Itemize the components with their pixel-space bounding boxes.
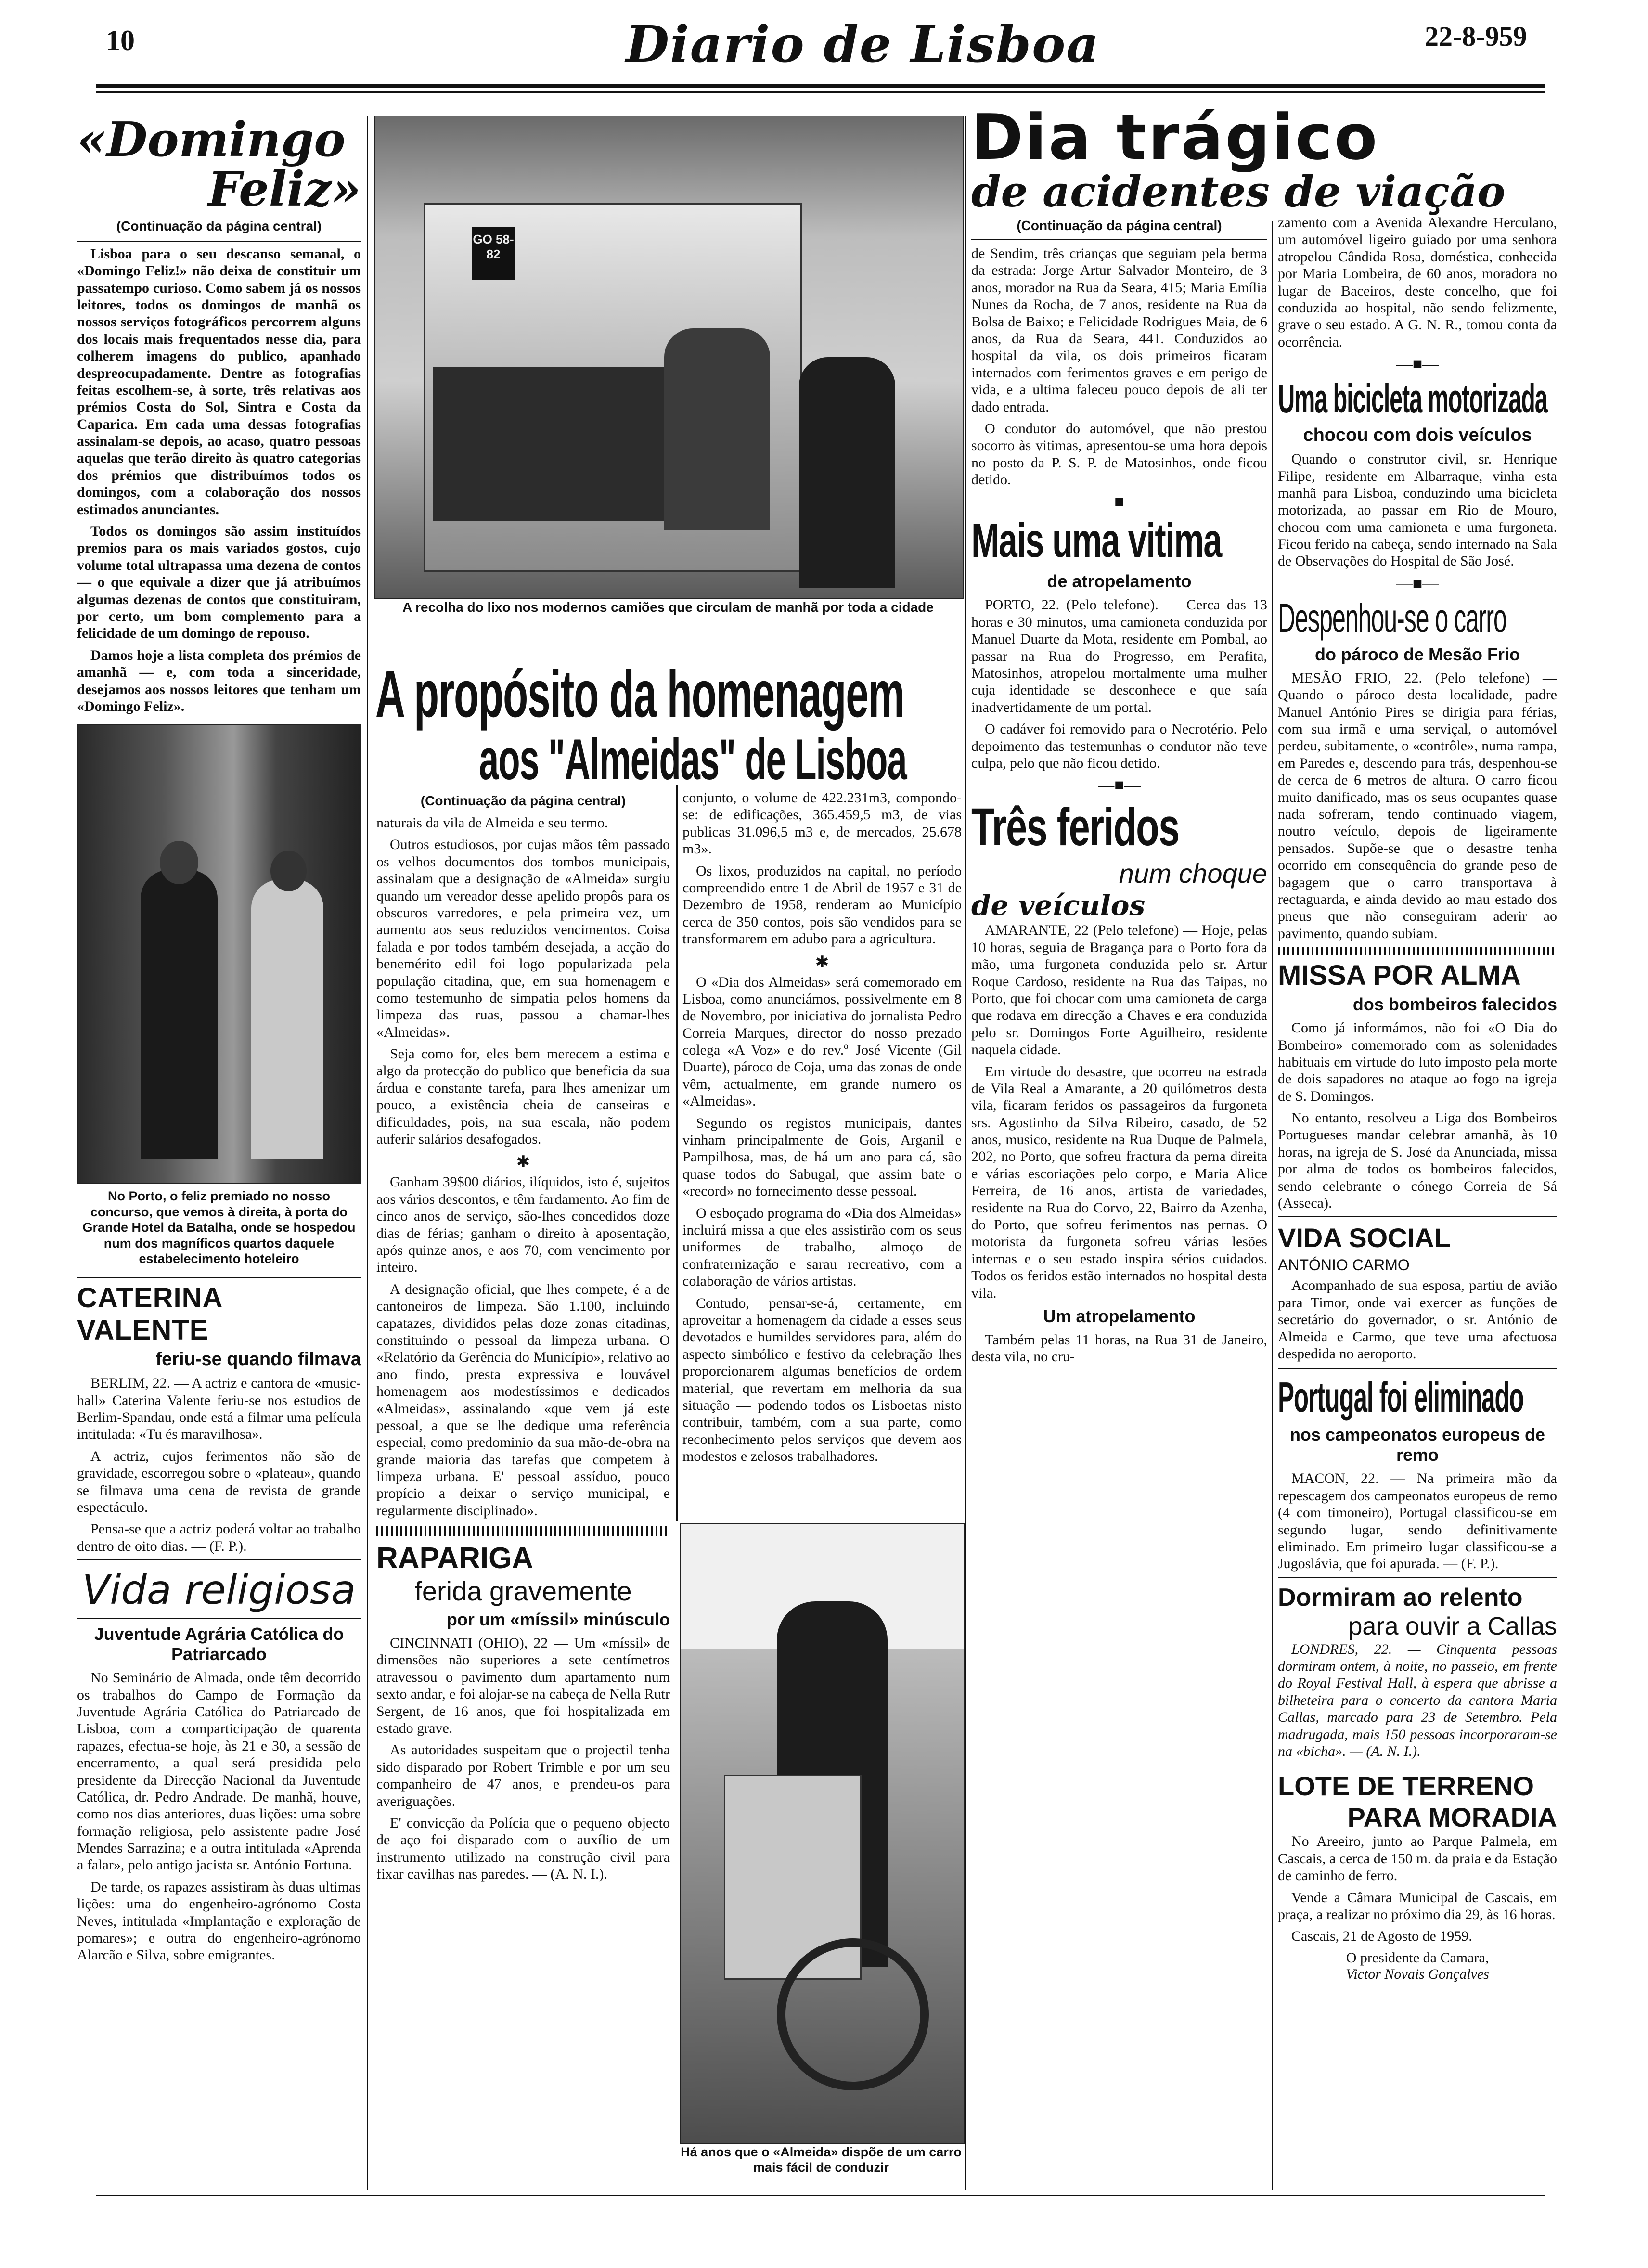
almeidas-text-7: conjunto, o volume de 422.231m3, compondo-se: de edificações, 365.459,5 m3, de vias publicas 31.096,5 m3 e, de mercados, 25.678 m3». [682, 790, 962, 857]
almeidas-text-4: Ganham 39$00 diários, ilíquidos, isto é, sujeitos aos vários descontos, e têm fardamento. Ao fim de cinco anos de serviço, são-lhes concedidos doze dias de férias; ganham o direito à aposentação, após quinze anos, e aos 70, com vencimento por inteiro. [376, 1174, 670, 1276]
terreno-title-line2: PARA MORADIA [1347, 1802, 1557, 1833]
vida-religiosa-text-2: De tarde, os rapazes assistiram às duas ultimas lições: uma do engenheiro-agrónomo Costa Neves, intitulada «Implantação e exploração de pomares»; e outra do engenheiro-agrónomo Alarcão e Silva, sobre emigrantes. [77, 1879, 361, 1963]
dia-tragico-right-text: zamento com a Avenida Alexandre Herculano, um automóvel ligeiro guiado por uma senhora atropelou Cândida Rosa, doméstica, conhecida por Maria Lombeira, de 60 anos, moradora no lugar de Baceiros, deste concelho, que foi conduzida ao hospital, não sendo felizmente, grave o seu estado. A G. N. R., tomou conta da ocorrência. [1278, 215, 1557, 350]
terreno-title-line1: LOTE DE TERRENO [1278, 1771, 1534, 1802]
almeidas-headline [375, 659, 963, 790]
atropelamento-subtitle: Um atropelamento [1043, 1306, 1196, 1326]
cart-wheel [777, 1938, 929, 2090]
tres-feridos-subtitle-1: num choque [1119, 858, 1267, 889]
portugal-subtitle: nos campeonatos europeus de remo [1289, 1425, 1545, 1465]
masthead-rule [96, 84, 1545, 88]
bullet-separator: —■— [1396, 574, 1439, 593]
almeidas-text-3: Seja como for, eles bem merecem a estima e algo da protecção do publico que beneficia da sua árdua e constante tarefa, para lhes amenizar um pouco, a existência cheia de canseiras e dificuldades, pois, na sua escala, não podem auferir salários desafogados. [376, 1046, 670, 1147]
almeidas-title-line1: A propósito da homenagem [375, 657, 904, 731]
almeidas-text-9: O «Dia dos Almeidas» será comemorado em Lisboa, como anunciámos, possivelmente em 8 de Novembro, por iniciativa do jornalista Pedro Correia Marques, director do nosso prezado colega «A Voz» e do rev.º José Vicente (Gil Duarte), pároco de Coja, uma das zonas de onde vêm, actualmente, em grande numero os «Almeidas». [682, 974, 962, 1109]
almeida-cart-caption: Há anos que o «Almeida» dispõe de um carro mais fácil de conduzir [681, 2145, 962, 2175]
divider [1278, 1577, 1557, 1579]
portugal-title: Portugal foi eliminado [1278, 1373, 1524, 1421]
truck-opening [433, 367, 703, 521]
license-plate: GO 58-82 [472, 227, 515, 280]
column-4 [1278, 214, 1557, 2188]
portugal-text: MACON, 22. — Na primeira mão da repescagem dos campeonatos europeus de remo (4 com timoneiro), Portugal classificou-se em segundo lugar, sendo definitivamente eliminado. Em primeiro lugar classificou-se a Jugoslávia, que foi apurada. — (F. P.). [1278, 1470, 1557, 1572]
rapariga-subtitle-1: ferida gravemente [414, 1576, 632, 1606]
dia-tragico-text: de Sendim, três crianças que seguiam pela berma da estrada: Jorge Artur Salvador Monteiro, de 3 anos, morador na Rua da Seara, 415; Maria Emília Nunes da Rocha, de 7 anos, residente na Rua da Bolsa de Baixo; e Felicidade Rodrigues Maia, de 6 anos, da Rua da Seara, 441. Conduzidos ao hospital da vila, os dois primeiros ficaram internados com ferimentos graves e em perigo de vida, e a ultima faleceu pouco depois de ali ter dado entrada. [971, 245, 1267, 415]
column-rule [367, 116, 368, 2190]
caterina-text: BERLIM, 22. — A actriz e cantora de «music-hall» Caterina Valente feriu-se nos estudios de Berlim-Spandau, onde está a filmar uma película intitulada: «Tu és maravilhosa». [77, 1375, 361, 1443]
decorative-rule [376, 1526, 670, 1536]
dia-tragico-title-line2: de acidentes de viação [971, 167, 1506, 217]
domingo-text: Lisboa para o seu descanso semanal, o «Domingo Feliz!» não deixa de constituir um passatempo curioso. Como sabem já os nossos leitores, todos os domingos de manhã os nossos serviços fotográficos percorrem alguns dos locais mais frequentados nesse dia, para colherem imagens do publico, apanhado despreocupadamente. Dentre as fotografias feitas escolhem-se, à sorte, três relativas aos prémios Costa do Sol, Sintra e Costa da Caparica. Em cada uma dessas fotografias assinalam-se depois, ao acaso, quatro pessoas aquelas que terão direito às quatro categorias dos prémios que distribuímos todos os domingos, com a colaboração dos nossos estimados anunciantes. [77, 245, 361, 517]
column-rule [676, 785, 678, 1521]
almeidas-text-5: A designação oficial, que lhes compete, é a de cantoneiros de limpeza. São 1.100, incluindo capatazes, divididos pelas doze zonas citadinas, constituindo o pessoal da limpeza urbana. O «Relatório da Gerência do Município», relativo ao ano findo, presta expressiva e louvável homenagem aos modestíssimos e dedicados «Almeidas», assinalando «que vem já este pessoal, a que se lhe dedique uma referência especial, como predominio da sua mão-de-obra na grande maioria das tarefas que competem à limpeza urbana. E' pessoal assíduo, pouco propício a deixar o serviço municipal, e regularmente disciplinado». [376, 1281, 670, 1519]
issue-date: 22-8-959 [1425, 21, 1527, 52]
worker-figure [664, 328, 770, 530]
page-number: 10 [106, 25, 135, 56]
caterina-title: CATERINA VALENTE [77, 1282, 222, 1346]
mais-vitima-title: Mais uma vitima [971, 514, 1222, 568]
despenhou-title: Despenhou-se o carro [1278, 595, 1506, 641]
missa-subtitle: dos bombeiros falecidos [1352, 994, 1557, 1015]
asterisk-separator: ✱ [516, 1153, 530, 1172]
tres-feridos-subtitle-2: de veículos [971, 889, 1146, 922]
divider [1278, 1765, 1557, 1766]
column-rule [965, 116, 966, 2190]
rapariga-text-3: E' convicção da Polícia que o pequeno objecto de aço foi disparado com o auxílio de um instrumento utilizado na construção civil para fixar cavilhas nas paredes. — (A. N. I.). [376, 1815, 670, 1882]
left-column [77, 116, 361, 2195]
terreno-text-3: Cascais, 21 de Agosto de 1959. [1291, 1928, 1472, 1945]
tres-feridos-text-2: Em virtude do desastre, que ocorreu na estrada de Vila Real a Amarante, a 20 quilómetros desta vila, ficaram feridos os passageiros da furgoneta srs. Agostinho da Silva Ribeiro, casado, de 52 anos, musico, residente na Rua Duque de Palmela, 202, no Porto, que sofreu fractura da perna direita e várias escoriações pelo corpo, e Maria Alice Ferreira, de 16 anos, artista de variedades, residente na Rua do Corvo, 22, Bairro da Azenha, do Porto, que sofreu ferimentos nas pernas. O motorista da furgoneta sofreu várias lesões internas e o seu estado inspira sérios cuidados. Todos os feridos estão internados no hospital desta vila. [971, 1063, 1267, 1301]
man-head [160, 841, 198, 884]
rapariga-text: CINCINNATI (OHIO), 22 — Um «míssil» de dimensões não superiores a sete centímetros atravessou o pavimento dum apartamento num sexto andar, e foi alojar-se na cabeça de Nella Rutr Sergent, de 16 anos, que foi hospitalizada em estado grave. [376, 1635, 670, 1736]
man-figure [141, 870, 218, 1159]
divider [971, 239, 1267, 241]
almeidas-text-10: Segundo os registos municipais, dantes vinham principalmente de Gois, Arganil e Pampilhosa, mas, de há um ano para cá, são quase todos do Sabugal, que assim bate o «record» no fornecimento desse pessoal. [682, 1115, 962, 1199]
porto-photo-caption: No Porto, o feliz premiado no nosso concurso, que vemos à direita, à porta do Grande Hotel da Batalha, onde se hospedou num dos magníficos quartos daquele estabelecimento hoteleiro [82, 1189, 356, 1266]
domingo-text-3: Damos hoje a lista completa dos prémios de amanhã — e, com toda a sinceridade, desejamos aos nossos leitores que tenham um «Domingo Feliz». [77, 647, 361, 714]
tres-feridos-text: AMARANTE, 22 (Pelo telefone) — Hoje, pelas 10 horas, seguia de Bragança para o Porto fora da mão, uma furgoneta conduzida pelo sr. Artur Roque Cardoso, residente na Rua das Taipas, no Porto, que foi chocar com uma camioneta de carga que rodava em direcção a Chaves e era conduzida pelo sr. Domingos Forte Aguilheiro, residente naquela cidade. [971, 922, 1267, 1058]
bicicleta-subtitle: chocou com dois veículos [1303, 425, 1532, 446]
vida-social-text: Acompanhado de sua esposa, partiu de avião para Timor, onde vai exercer as funções de secretário do governador, o sr. António de Almeida e Carmo, que teve uma afectuosa despedida no aeroporto. [1278, 1277, 1557, 1362]
worker-figure [799, 357, 895, 588]
domingo-text-2: Todos os domingos são assim instituídos premios para os mais variados gostos, cujo volume total ultrapassa uma dezena de contos — o que equivale a dizer que já atribuímos algumas dezenas de contos que constituiram, por certo, um bom complemento para a felicidade de um domingo de repouso. [77, 523, 361, 642]
rapariga-text-2: As autoridades suspeitam que o projectil tenha sido disparado por Robert Trimble e por um seu companheiro de 47 anos, e prendeu-os para averiguações. [376, 1742, 670, 1809]
bullet-separator: —■— [1098, 776, 1141, 795]
divider [1278, 1367, 1557, 1369]
vida-social-subtitle: ANTÓNIO CARMO [1278, 1256, 1410, 1274]
woman-figure [251, 879, 323, 1159]
column-rule [1272, 221, 1273, 2190]
asterisk-separator: ✱ [815, 953, 829, 971]
dia-tragico-text-2: O condutor do automóvel, que não prestou socorro às vitimas, apresentou-se uma hora depois no posto da P. S. P. de Matosinhos, onde ficou detido. [971, 420, 1267, 488]
masthead [0, 0, 1648, 82]
caterina-text-2: A actriz, cujos ferimentos não são de gravidade, escorregou sobre o «plateau», quando se filmava uma cena de revista de grande espectáculo. [77, 1448, 361, 1516]
vida-social-title: VIDA SOCIAL [1278, 1223, 1451, 1253]
decorative-rule [1278, 947, 1557, 955]
terreno-signature-2: Victor Novais Gonçalves [1346, 1966, 1489, 1982]
missa-text-2: No entanto, resolveu a Liga dos Bombeiros Portugueses mandar celebrar amanhã, às 10 horas, na igreja de S. José da Anunciada, missa por alma de todos os bombeiros falecidos, sendo celebrante o cónego Correia de Sá (Asseca). [1278, 1110, 1557, 1211]
caterina-subtitle: feriu-se quando filmava [155, 1349, 361, 1370]
newspaper-title: Diario de Lisboa [626, 14, 1100, 74]
woman-head [270, 850, 307, 891]
mais-vitima-text: PORTO, 22. (Pelo telefone). — Cerca das 13 horas e 30 minutos, uma camioneta conduzida por Manuel Duarte da Mota, residente em Pombal, ao passar na Rua do Progresso, em Perafita, Matosinhos, atropelou mortalmente uma mulher cuja identidade se desconhece e que saía inadvertidamente de um portal. [971, 597, 1267, 715]
rapariga-title: RAPARIGA [376, 1542, 534, 1575]
vida-religiosa-subtitle: Juventude Agrária Católica do Patriarcado [94, 1624, 344, 1664]
missa-text: Como já informámos, não foi «O Dia do Bombeiro» comemorado com as solenidades habituais em virtude do luto imposto pela morte de dois sapadores no ataque ao fogo na igreja de S. Domingos. [1278, 1020, 1557, 1104]
callas-text: LONDRES, 22. — Cinquenta pessoas dormiram ontem, à noite, no passeio, em frente do Royal Festival Hall, à espera que abrisse a bilheteira para o concerto da cantora Maria Callas, marcado para 23 de Setembro. Pela madrugada, mais 150 pessoas incorporaram-se na «bicha». — (A. N. I.). [1278, 1641, 1557, 1760]
bicicleta-title: Uma bicicleta motorizada [1278, 376, 1547, 422]
divider [77, 1618, 361, 1620]
divider [77, 1276, 361, 1278]
domingo-title [77, 116, 361, 215]
callas-subtitle: para ouvir a Callas [1348, 1612, 1557, 1640]
vida-religiosa-title: Vida religiosa [82, 1566, 356, 1614]
dia-tragico-headline [971, 101, 1549, 217]
terreno-text: No Areeiro, junto ao Parque Palmela, em Cascais, a cerca de 150 m. da praia e da Estação de caminho de ferro. [1278, 1833, 1557, 1884]
tres-feridos-title: Três feridos [971, 798, 1179, 857]
rapariga-article [376, 1526, 670, 2190]
almeidas-column-1 [376, 789, 670, 1521]
continuation-note: (Continuação da página central) [420, 793, 626, 808]
almeidas-text-1: naturais da vila de Almeida e seu termo. [376, 815, 608, 831]
bullet-separator: —■— [1098, 493, 1141, 511]
missa-title: MISSA POR ALMA [1278, 960, 1521, 992]
mais-vitima-subtitle: de atropelamento [1047, 571, 1192, 592]
continuation-note: (Continuação da página central) [116, 218, 322, 233]
domingo-title-line2: Feliz» [208, 161, 361, 217]
terreno-signature-1: O presidente da Camara, [1346, 1949, 1489, 1966]
garbage-truck-photo [374, 116, 964, 599]
column-3 [971, 214, 1267, 2188]
bullet-separator: —■— [1396, 355, 1439, 374]
garbage-truck-caption: A recolha do lixo nos modernos camiões que circulam de manhã por toda a cidade [402, 600, 934, 615]
domingo-title-line1: «Domingo [77, 116, 346, 168]
almeidas-column-2 [682, 789, 962, 1521]
rapariga-subtitle-2: por um «míssil» minúsculo [446, 1610, 670, 1629]
almeidas-title-line2: aos "Almeidas" de Lisboa [479, 727, 907, 792]
porto-photo [77, 724, 361, 1184]
terreno-text-2: Vende a Câmara Municipal de Cascais, em praça, a realizar no próximo dia 29, às 16 horas. [1278, 1889, 1557, 1922]
tres-feridos-text-3: Também pelas 11 horas, na Rua 31 de Janeiro, desta vila, no cru- [971, 1331, 1267, 1365]
divider [77, 240, 361, 242]
almeida-cart-photo [680, 1523, 965, 2144]
continuation-note: (Continuação da página central) [1017, 218, 1222, 233]
divider [1278, 1216, 1557, 1218]
almeidas-text-12: Contudo, pensar-se-á, certamente, em aproveitar a homenagem da cidade a esses seus devotados e humildes servidores para, além do aspecto simbólico e festivo da celebração lhes proporcionarem algumas benefícios de ordem material, que revertam em melhoria da sua situação — podendo todos os Lisboetas nisto contribuir, também, com a sua parte, como reconhecimento pelos serviços que devem aos modestos e zelosos trabalhadores. [682, 1295, 962, 1465]
mais-vitima-text-2: O cadáver foi removido para o Necrotério. Pelo depoimento das testemunhas o condutor não teve culpa, pelo que não ficou detido. [971, 721, 1267, 771]
divider [77, 1559, 361, 1561]
bicicleta-text: Quando o construtor civil, sr. Henrique Filipe, residente em Albarraque, vinha esta manhã para Lisboa, conduzindo uma bicicleta motorizada, ao passar em Rio de Mouro, chocou com uma camioneta e uma furgoneta. Ficou ferido na cabeça, sendo internado na Sala de Observações do Hospital de São José. [1278, 451, 1557, 569]
callas-title: Dormiram ao relento [1278, 1583, 1523, 1611]
despenhou-subtitle: do pároco de Mesão Frio [1314, 644, 1520, 664]
caterina-text-3: Pensa-se que a actriz poderá voltar ao trabalho dentro de oito dias. — (F. P.). [77, 1521, 361, 1554]
almeidas-text-2: Outros estudiosos, por cujas mãos têm passado os velhos documentos dos tombos municipais, assinalam que a designação de «Almeida» surgiu quando um vereador desse apelido propôs para os obscuros varredores, e pela primeira vez, um aumento aos seus reduzidos vencimentos. Coisa falada e por todos também desejada, a acção do benemérito edil foi logo popularizada pela população citadina, que, em sua homenagem e como testemunho de simpatia pelos homens da limpeza das ruas, passou a chamar-lhes «Almeidas». [376, 837, 670, 1040]
bottom-rule [96, 2195, 1545, 2196]
despenhou-text: MESÃO FRIO, 22. (Pelo telefone) — Quando o pároco desta localidade, padre Manuel António Pires se dirigia para férias, com sua irmã e uma serviçal, o automóvel perdeu, subitamente, o «contrôle», numa rampa, em Paredes e, descendo para trás, despenhou-se de cerca de 6 metros de altura. O carro ficou muito danificado, mas os seus ocupantes quase nada sofreram, tendo continuado viagem, noutro veículo, depois de ligeiramente pensados. Supõe-se que o desastre tenha ocorrido em consequência do grande peso de bagagem que o carro transportava à rectaguarda, e ainda devido ao mau estado dos pneus que não conseguiram aderir ao pavimento, quando subiam. [1278, 670, 1557, 941]
almeidas-text-8: Os lixos, produzidos na capital, no período compreendido entre 1 de Abril de 1957 e 31 de Dezembro de 1958, renderam ao Município cerca de 350 contos, pois são vendidos para se transformarem em adubo para a agricultura. [682, 863, 962, 947]
vida-religiosa-text: No Seminário de Almada, onde têm decorrido os trabalhos do Campo de Formação da Juventude Agrária Católica do Patriarcado de Lisboa, com a comparticipação de quarenta rapazes, efectua-se hoje, às 21 e 30, a sessão de encerramento, a qual será presidida pelo presidente da Direcção Nacional da Juventude Católica, dr. Pedro Andrade. De manhã, houve, como nos dias anteriores, duas lições: uma sobre formação religiosa, pelo assistente padre José Mendes Sarrazina; e a outra intitulada «Aprenda a falar», pelo antigo jacista sr. António Fortuna. [77, 1670, 361, 1873]
dia-tragico-title-line1: Dia trágico [971, 101, 1379, 174]
masthead-rule-thin [96, 91, 1545, 93]
almeidas-text-11: O esboçado programa do «Dia dos Almeidas» incluirá missa a que eles assistirão com os seus uniformes de trabalho, almoço de confraternização e sarau recreativo, com a colaboração de vários artistas. [682, 1205, 962, 1289]
